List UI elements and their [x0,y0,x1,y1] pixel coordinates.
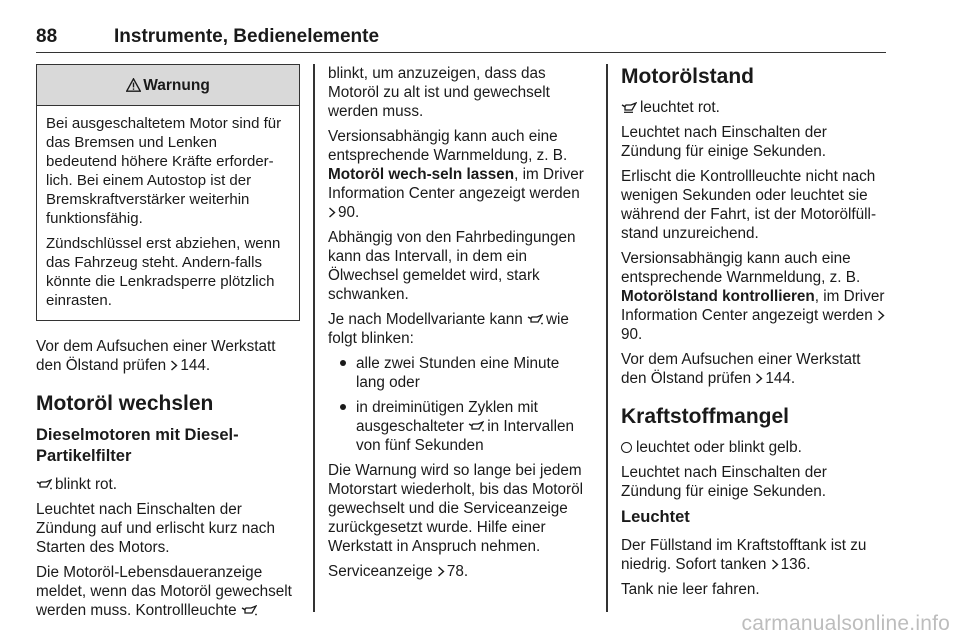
oil-level-icon [621,102,637,113]
list-item [328,398,592,455]
paragraph: Leuchtet nach Einschalten der Zündung auf und erlischt kurz nach Starten des Motors. [36,501,275,556]
warning-paragraph: Zündschlüssel erst abziehen, wenn das Fahrzeug steht. Andern-falls könnte die Lenkradsperre plötzlich einrasten. [46,235,281,309]
paragraph: Tank nie leer fahren. [621,581,760,598]
paragraph-text: blinkt rot. [55,476,118,493]
bullet-dot-icon [340,404,346,410]
page-reference-icon [771,559,779,570]
page-reference-link[interactable]: 90. [338,204,360,221]
message-keyword: Motoröl wech-seln lassen [328,166,515,183]
column-divider [313,64,315,612]
bullet-dot-icon [340,360,346,366]
oil-can-icon [36,479,52,490]
paragraph [621,350,887,388]
column-divider [606,64,608,612]
message-keyword: Motorölstand kontrollieren [621,288,815,305]
paragraph [36,563,300,620]
paragraph-text: Die Motoröl-Lebensdaueranzeige meldet, wenn das Motoröl gewechselt werden muss. Kontrollleuchte [36,564,292,619]
paragraph-text: Je nach Modellvariante kann [328,311,523,328]
paragraph [621,438,887,457]
page-reference-link[interactable]: 78. [446,563,469,580]
section-heading: Motoröl wechslen [36,392,214,415]
paragraph-text: wie folgt blinken: [328,311,569,347]
paragraph [328,127,592,222]
paragraph-text: Der Füllstand im Kraftstofftank ist zu niedrig. Sofort tanken [621,537,867,573]
paragraph-text: Serviceanzeige [328,563,433,580]
paragraph: Abhängig von den Fahrbedingungen kann das Intervall, in dem ein Ölwechsel gemeldet wird, stark schwanken. [328,229,576,303]
page-reference-icon [437,566,445,577]
watermark: carmanualsonline.info [741,612,950,635]
column-right [621,64,887,605]
paragraph [36,337,300,375]
page-reference-icon [170,360,178,371]
paragraph [36,475,300,494]
column-middle [328,64,592,587]
list-item [328,354,592,392]
paragraph-text: , im Driver Information Center angezeigt werden [328,166,584,202]
oil-can-icon [241,605,257,616]
warning-box [36,64,300,321]
list-item-text: alle zwei Stunden eine Minute lang oder [356,355,560,391]
paragraph [621,536,887,574]
page-reference-link[interactable]: 136. [780,556,811,573]
page-reference-link[interactable]: 90. [621,326,643,343]
subsection-heading: Leuchtet [621,508,690,526]
paragraph: Die Warnung wird so lange bei jedem Motorstart wiederholt, bis das Motoröl gewechselt und die Serviceanzeige zurückgesetzt wurde. Hilfe einer Werkstatt in Anspruch nehmen. [328,462,584,555]
list-item-text: in dreiminütigen Zyklen mit ausgeschalteter [356,399,538,435]
column-left [36,64,300,626]
subsection-heading: Dieselmotoren mit Diesel-Partikelfilter [36,426,239,465]
paragraph [328,562,592,581]
paragraph [328,310,592,348]
bullet-list [328,354,592,455]
page-reference-icon [328,207,336,218]
warning-heading [37,65,299,106]
page-title: Instrumente, Bedienelemente [114,26,380,47]
warning-body [37,106,299,320]
fuel-warning-icon [621,442,632,453]
page-number: 88 [36,26,58,47]
paragraph: Erlischt die Kontrollleuchte nicht nach wenigen Sekunden oder leuchtet sie während der Fahrt, ist der Motorölfüll-stand unzureichend. [621,168,877,242]
page-reference-icon [755,373,763,384]
paragraph-text: Vor dem Aufsuchen einer Werkstatt den Ölstand prüfen [621,351,861,387]
section-heading: Motorölstand [621,65,754,88]
paragraph-text: , im Driver Information Center angezeigt werden [621,288,885,324]
paragraph-text: Vor dem Aufsuchen einer Werkstatt den Ölstand prüfen [36,338,276,374]
warning-paragraph: Bei ausgeschaltetem Motor sind für das Bremsen und Lenken bedeutend höhere Kräfte erforder-lich. Bei einem Autostop ist der Bremskraftverstärker weiterhin funktionsfähig. [46,115,282,227]
page-header [36,22,886,53]
page-reference-link[interactable]: 144. [765,370,796,387]
list-item-text: in Intervallen von fünf Sekunden [356,418,574,454]
paragraph: Leuchtet nach Einschalten der Zündung für einige Sekunden. [621,464,827,500]
paragraph [621,249,887,344]
section-heading: Kraftstoffmangel [621,405,790,428]
warning-triangle-icon [126,78,141,92]
paragraph [621,98,887,117]
page-reference-link[interactable]: 144. [180,357,211,374]
paragraph-text: leuchtet oder blinkt gelb. [636,439,802,456]
paragraph: Leuchtet nach Einschalten der Zündung für einige Sekunden. [621,124,827,160]
oil-can-icon [468,421,484,432]
oil-can-icon [527,314,543,325]
page-reference-icon [877,310,885,321]
paragraph-text: Versionsabhängig kann auch eine entsprechende Warnmeldung, z. B. [328,128,568,164]
paragraph: blinkt, um anzuzeigen, dass das Motoröl zu alt ist und gewechselt werden muss. [328,65,550,120]
paragraph-text: Versionsabhängig kann auch eine entsprechende Warnmeldung, z. B. [621,250,861,286]
warning-heading-text: Warnung [143,76,210,94]
paragraph-text: leuchtet rot. [640,99,720,116]
